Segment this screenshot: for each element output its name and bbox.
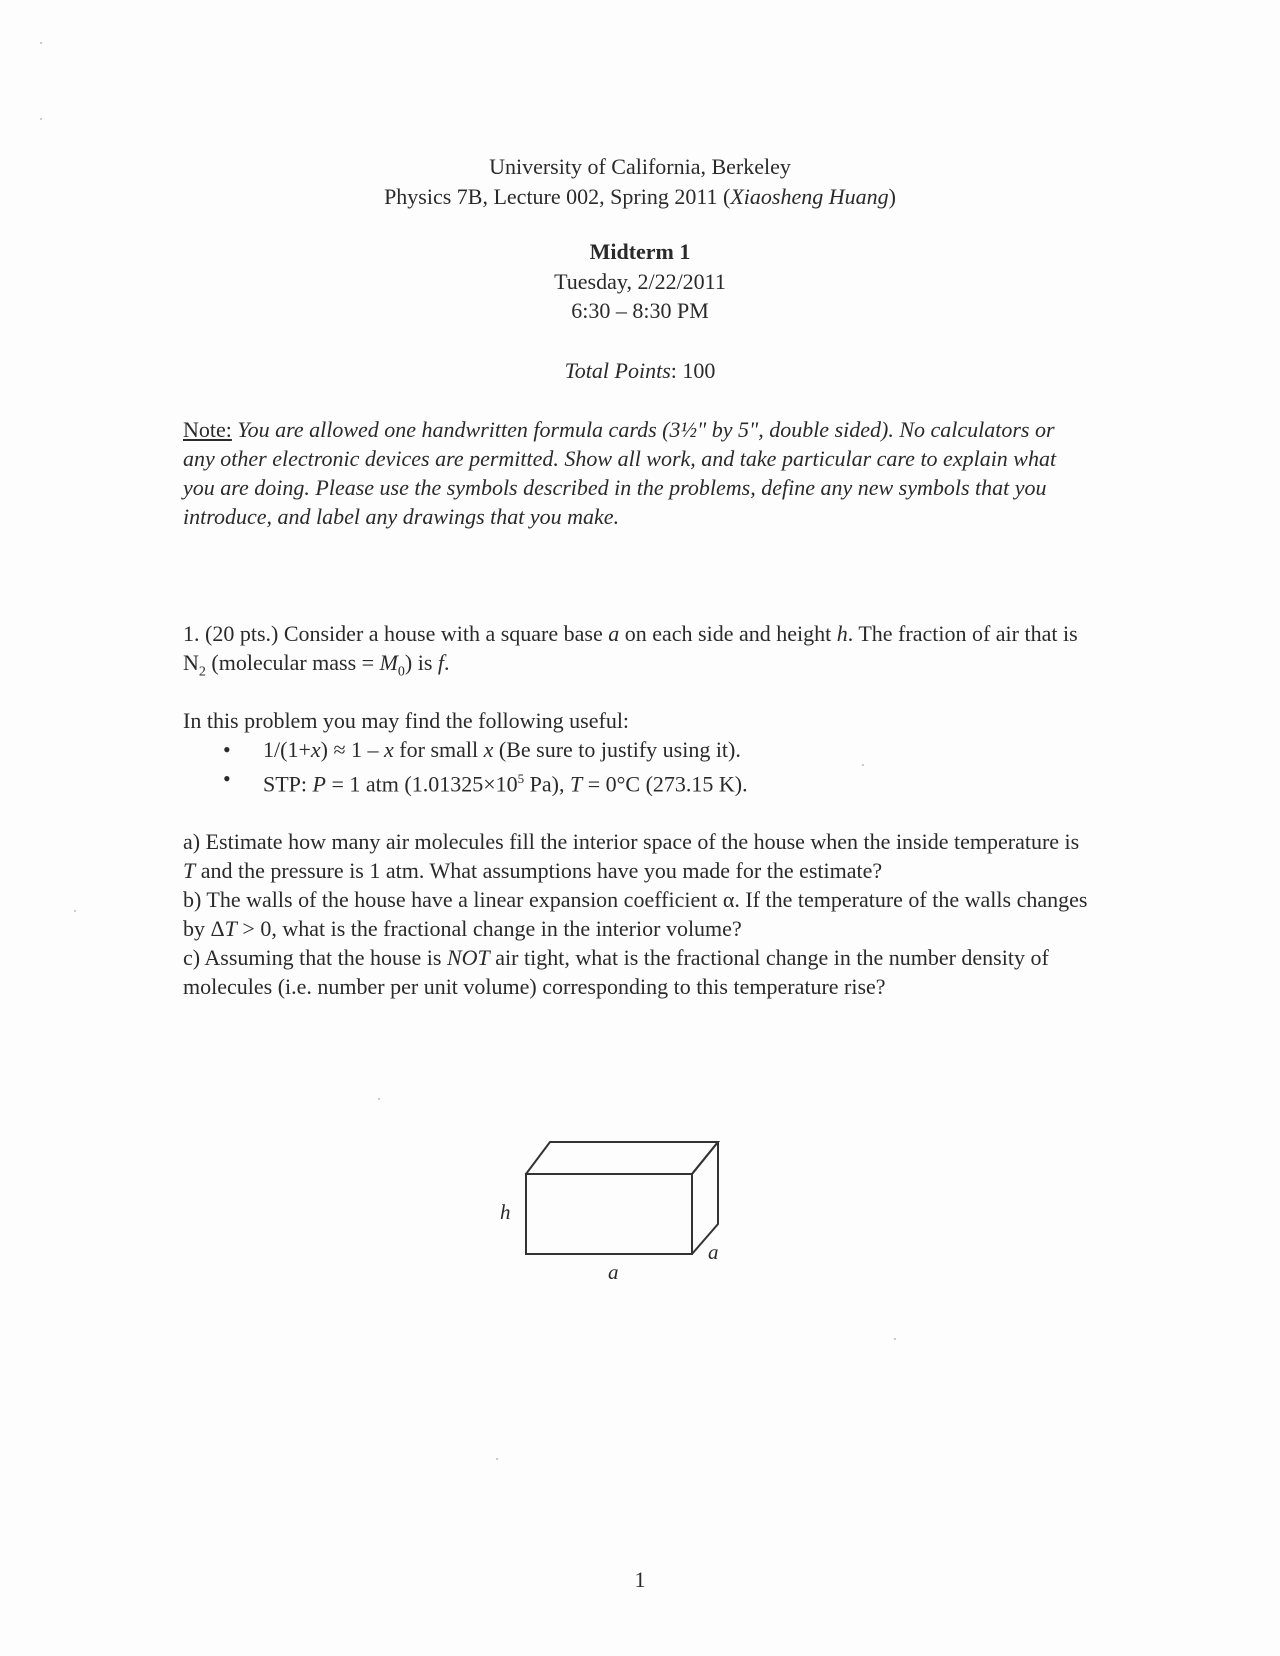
problem-text: (molecular mass = bbox=[205, 650, 380, 675]
subscript: 2 bbox=[198, 664, 206, 680]
scan-speck bbox=[894, 1338, 896, 1340]
bullet-icon: • bbox=[223, 766, 231, 791]
problem-1-statement bbox=[183, 619, 1093, 686]
exam-time: 6:30 – 8:30 PM bbox=[571, 298, 709, 323]
variable-x: x bbox=[483, 737, 494, 762]
university-name: University of California, Berkeley bbox=[489, 154, 791, 179]
problem-text: ) is bbox=[404, 650, 438, 675]
total-points bbox=[0, 357, 1280, 385]
hint-text: for small bbox=[393, 737, 484, 762]
scan-speck bbox=[496, 1458, 498, 1460]
box-top-face bbox=[526, 1142, 718, 1174]
label-height-h: h bbox=[500, 1200, 511, 1224]
part-b bbox=[183, 885, 1088, 943]
note-label: Note: bbox=[183, 417, 232, 442]
variable-x: x bbox=[384, 737, 394, 762]
note-text: You are allowed one handwritten formula cards (3½" by 5", double sided). No calculators or any other electronic devices are permitted. Show all work, and take particular care to explain what you are doing. Please use the symbols described in the problems, define any new symbols that you introduce, and label any drawings that you make. bbox=[183, 417, 1057, 529]
problem-text: . bbox=[444, 650, 450, 675]
part-c bbox=[183, 943, 1088, 1001]
scan-speck bbox=[378, 1098, 380, 1100]
hint-text: (Be sure to justify using it). bbox=[493, 737, 741, 762]
part-text: and the pressure is 1 atm. What assumptions have you made for the estimate? bbox=[195, 858, 883, 883]
hint-text: Pa), bbox=[524, 771, 570, 797]
total-points-label: Total Points bbox=[564, 358, 671, 383]
box-drawing bbox=[490, 1130, 730, 1270]
variable-p: P bbox=[312, 771, 326, 797]
box-front-face bbox=[526, 1174, 692, 1254]
hint-text: = 0°C (273.15 K). bbox=[582, 771, 748, 797]
variable-m: M bbox=[379, 650, 398, 675]
exam-note bbox=[183, 415, 1073, 531]
course-name: Physics 7B, Lecture 002, Spring 2011 bbox=[384, 184, 718, 209]
part-text: c) Assuming that the house is bbox=[183, 945, 447, 970]
problem-text: on each side and height bbox=[619, 621, 837, 646]
house-box-figure bbox=[490, 1130, 730, 1284]
part-text: > 0, what is the fractional change in the interior volume? bbox=[236, 916, 742, 941]
label-width-a: a bbox=[608, 1260, 619, 1284]
useful-intro: In this problem you may find the following useful: bbox=[183, 708, 630, 733]
part-text: b) The walls of the house have a linear expansion coefficient α. If the temperature of the walls changes by Δ bbox=[183, 887, 1088, 941]
part-a bbox=[183, 827, 1088, 885]
instructor-name: Xiaosheng Huang bbox=[730, 184, 889, 209]
subscript: 0 bbox=[397, 664, 405, 680]
bullet-icon: • bbox=[223, 737, 231, 762]
emphasis-not: NOT bbox=[446, 945, 490, 970]
hint-item bbox=[223, 735, 1093, 764]
useful-hints bbox=[183, 706, 1093, 798]
scan-speck bbox=[40, 42, 42, 44]
hint-list bbox=[183, 735, 1093, 798]
page-number: 1 bbox=[634, 1567, 646, 1592]
hint-text: STP: bbox=[263, 771, 313, 797]
course-line: Physics 7B, Lecture 002, Spring 2011 (Xiaosheng Huang) bbox=[384, 184, 896, 209]
problem-text: . The fraction of air that is N bbox=[183, 621, 1078, 675]
part-text: a) Estimate how many air molecules fill the interior space of the house when the inside temperature is bbox=[183, 829, 1080, 854]
variable-x: x bbox=[310, 737, 321, 762]
label-depth-a: a bbox=[708, 1240, 719, 1264]
hint-text: ) ≈ 1 – bbox=[320, 737, 385, 762]
variable-t: T bbox=[569, 771, 583, 797]
variable-h: h bbox=[836, 621, 848, 646]
box-edge bbox=[692, 1142, 718, 1174]
variable-t: T bbox=[183, 858, 196, 883]
scan-speck bbox=[74, 910, 76, 912]
hint-text: 1/(1+ bbox=[263, 737, 311, 762]
problem-parts bbox=[183, 827, 1088, 1001]
part-text: air tight, what is the fractional change in the number density of molecules (i.e. number per unit volume) corresponding to this temperature rise? bbox=[183, 945, 1049, 999]
exam-date: Tuesday, 2/22/2011 bbox=[554, 269, 726, 294]
variable-t: T bbox=[224, 916, 237, 941]
variable-a: a bbox=[608, 621, 620, 646]
problem-text: 1. (20 pts.) Consider a house with a square base bbox=[183, 621, 609, 646]
scan-speck bbox=[862, 764, 864, 766]
hint-text: = 1 atm (1.01325×10 bbox=[325, 771, 518, 797]
total-points-value: : 100 bbox=[670, 358, 716, 383]
superscript: 5 bbox=[517, 771, 525, 786]
variable-f: f bbox=[437, 650, 445, 675]
exam-title: Midterm 1 bbox=[589, 239, 691, 264]
hint-item bbox=[223, 764, 1093, 798]
scan-speck bbox=[40, 118, 42, 120]
